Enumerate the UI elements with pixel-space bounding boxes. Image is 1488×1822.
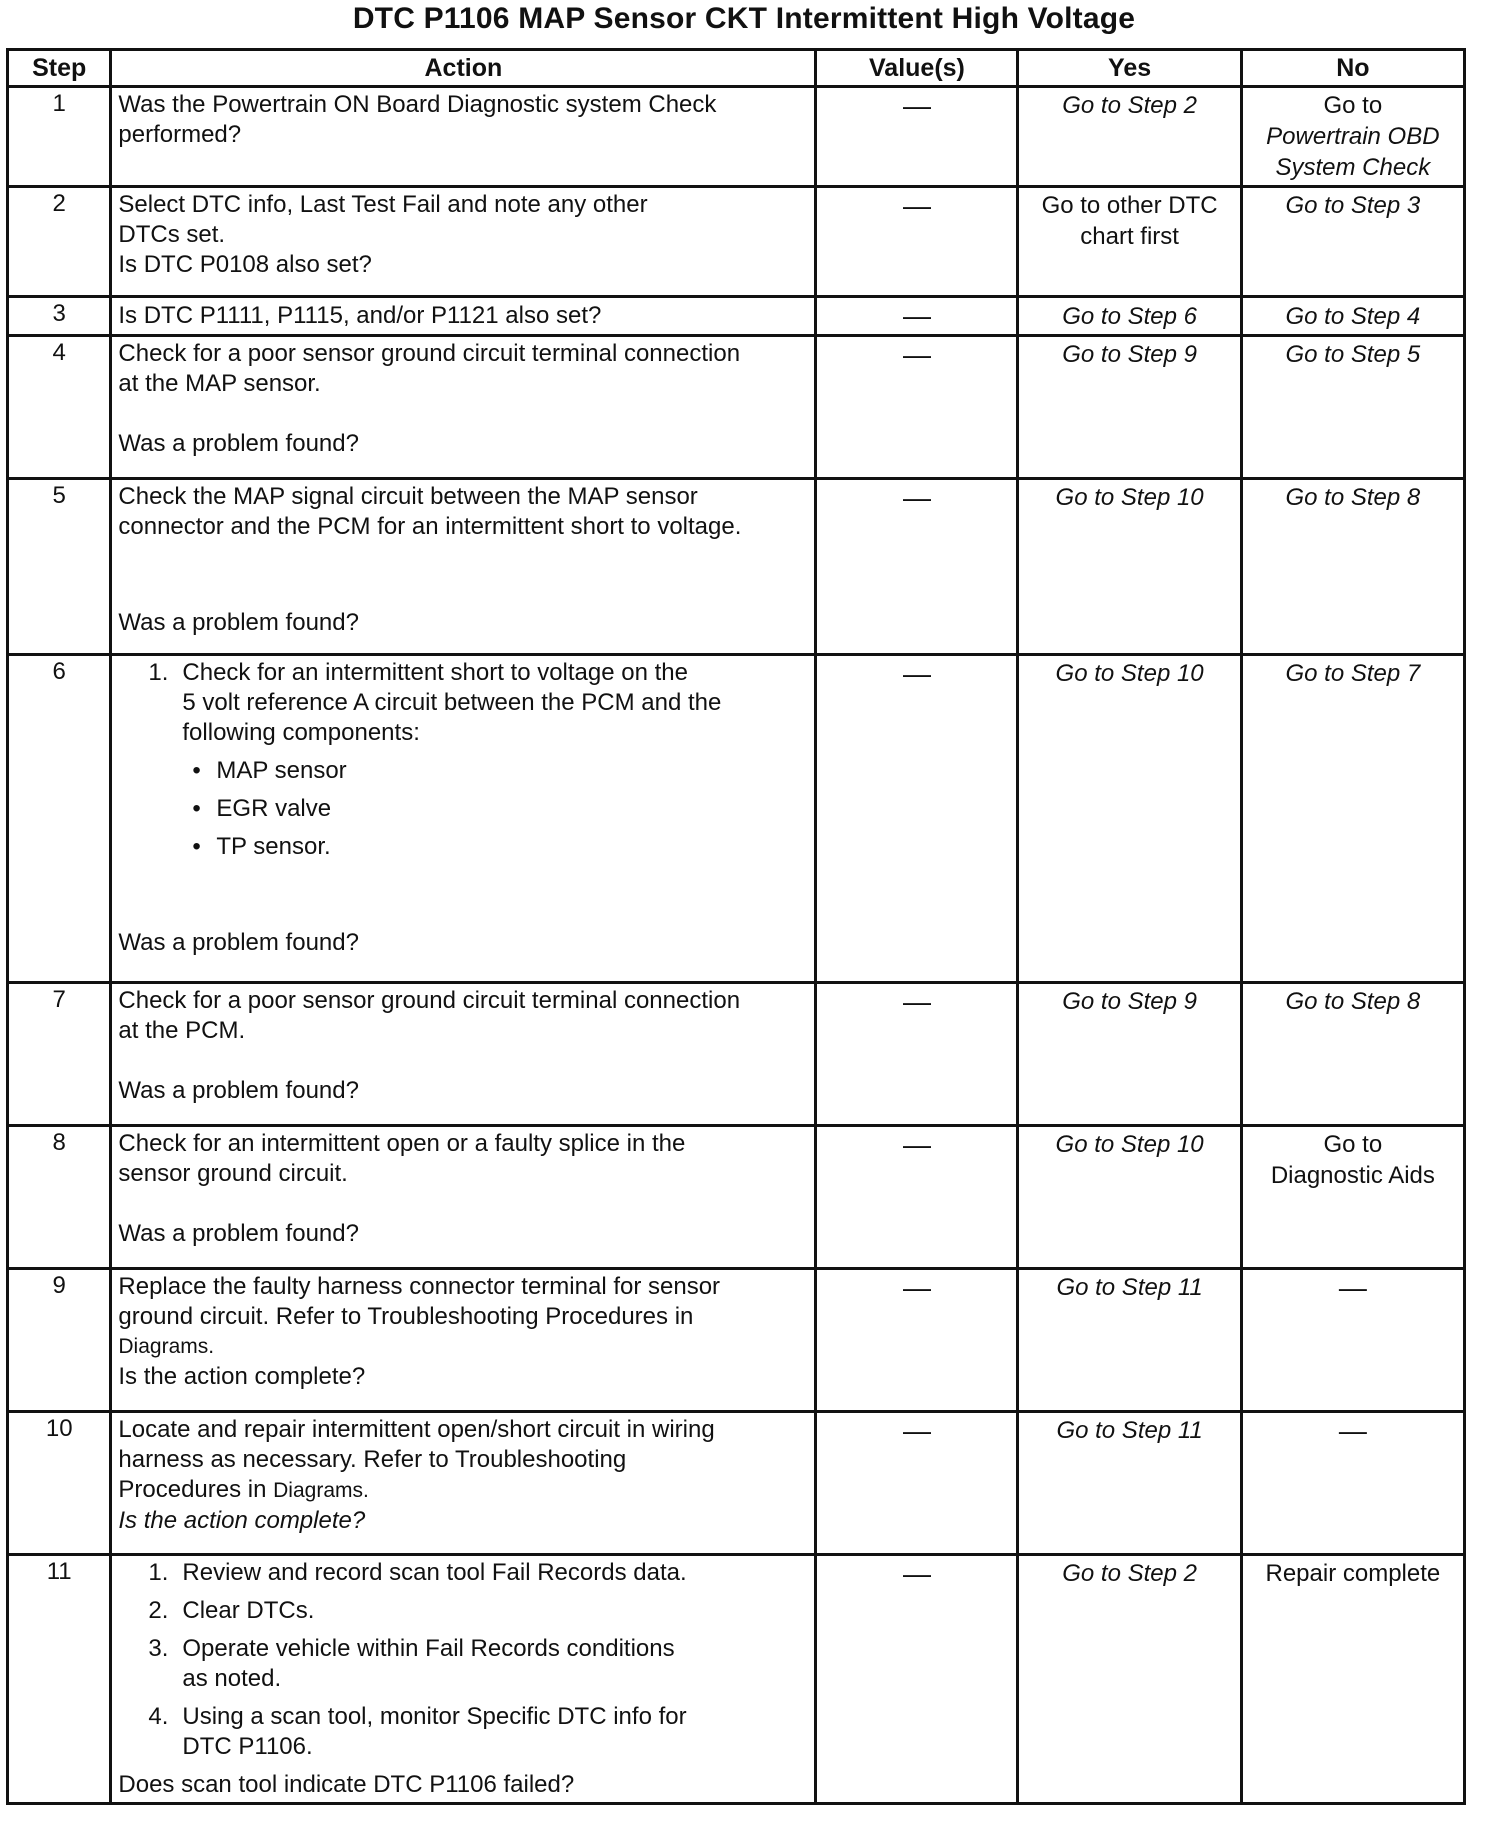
action-line: Is DTC P1111, P1115, and/or P1121 also set?	[118, 302, 602, 329]
yes-line: Go to Step 9	[1062, 341, 1197, 368]
action-line: Was the Powertrain ON Board Diagnostic system Check	[118, 91, 717, 118]
table-row	[8, 983, 1465, 1126]
no-cell	[1241, 187, 1464, 297]
value-cell: —	[816, 1555, 1018, 1804]
yes-line: Go to Step 10	[1055, 484, 1204, 511]
action-line: Diagrams.	[118, 1335, 215, 1358]
yes-cell	[1018, 1126, 1241, 1269]
action-cell	[111, 1269, 816, 1412]
step-number: 9	[8, 1269, 111, 1412]
action-question: Was a problem found?	[118, 929, 359, 956]
action-question: Is DTC P0108 also set?	[118, 251, 372, 278]
action-line: at the MAP sensor.	[118, 370, 321, 397]
action-line: at the PCM.	[118, 1017, 246, 1044]
yes-line: Go to Step 2	[1062, 1560, 1197, 1587]
header-value: Value(s)	[816, 50, 1018, 87]
action-line: sensor ground circuit.	[118, 1160, 348, 1187]
no-cell	[1241, 1269, 1464, 1412]
step-number: 10	[8, 1412, 111, 1555]
no-cell	[1241, 655, 1464, 983]
table-row	[8, 1555, 1465, 1804]
action-line: Check for an intermittent open or a faulty splice in the	[118, 1130, 686, 1157]
value-cell: —	[816, 87, 1018, 187]
no-line: —	[1338, 1415, 1367, 1446]
header-no: No	[1241, 50, 1464, 87]
action-question: Was a problem found?	[118, 430, 359, 457]
action-line: connector and the PCM for an intermittent short to voltage.	[118, 513, 742, 540]
table-row	[8, 479, 1465, 655]
no-cell	[1241, 1126, 1464, 1269]
value-cell: —	[816, 1126, 1018, 1269]
list-item: 2. Clear DTCs.	[148, 1597, 315, 1624]
action-line: Procedures in Diagrams.	[118, 1476, 369, 1503]
table-header-row	[8, 50, 1465, 87]
bullet-item: • EGR valve	[192, 795, 332, 822]
action-cell	[111, 297, 816, 336]
bullet-list	[118, 756, 808, 862]
list-item-line: following components:	[182, 719, 420, 746]
action-line: Check for a poor sensor ground circuit terminal connection	[118, 340, 741, 367]
no-line: Go to Step 3	[1285, 192, 1421, 219]
step-number: 4	[8, 336, 111, 479]
no-line: Powertrain OBD	[1266, 123, 1440, 150]
action-cell	[111, 1412, 816, 1555]
action-question: Is the action complete?	[118, 1363, 366, 1390]
yes-cell	[1018, 655, 1241, 983]
no-line: Go to Step 8	[1285, 484, 1421, 511]
step-number: 7	[8, 983, 111, 1126]
no-line: Go to	[1323, 92, 1383, 119]
value-cell: —	[816, 187, 1018, 297]
yes-line: chart first	[1080, 223, 1179, 250]
action-line: DTCs set.	[118, 221, 226, 248]
list-item: 4. Using a scan tool, monitor Specific DTC info for DTC P1106.	[148, 1703, 687, 1760]
action-line: Locate and repair intermittent open/short circuit in wiring	[118, 1416, 715, 1443]
step-number: 6	[8, 655, 111, 983]
header-action: Action	[111, 50, 816, 87]
action-line: Check for a poor sensor ground circuit terminal connection	[118, 987, 741, 1014]
action-cell	[111, 187, 816, 297]
no-cell	[1241, 479, 1464, 655]
action-cell	[111, 655, 816, 983]
yes-cell	[1018, 479, 1241, 655]
no-line: —	[1338, 1272, 1367, 1303]
yes-cell	[1018, 297, 1241, 336]
yes-cell	[1018, 187, 1241, 297]
step-number: 11	[8, 1555, 111, 1804]
no-line: Go to Step 8	[1285, 988, 1421, 1015]
list-item: 1. Review and record scan tool Fail Records data.	[148, 1559, 687, 1586]
yes-line: Go to Step 6	[1062, 302, 1197, 330]
no-cell	[1241, 87, 1464, 187]
no-line: Repair complete	[1265, 1560, 1441, 1587]
table-row	[8, 1126, 1465, 1269]
list-item-line: 5 volt reference A circuit between the PCM and the	[182, 689, 722, 716]
no-cell	[1241, 297, 1464, 336]
action-question: Is the action complete?	[118, 1507, 366, 1534]
list-item: 1. Check for an intermittent short to voltage on the 5 volt reference A circuit between the PCM and the following components:	[118, 658, 808, 748]
yes-line: Go to Step 9	[1062, 988, 1197, 1015]
header-step: Step	[8, 50, 111, 87]
action-cell	[111, 479, 816, 655]
table-row	[8, 87, 1465, 187]
step-number: 1	[8, 87, 111, 187]
action-line: harness as necessary. Refer to Troubleshooting	[118, 1446, 627, 1473]
action-question: Was a problem found?	[118, 1077, 359, 1104]
no-line: Go to Step 5	[1285, 341, 1421, 368]
numbered-list	[118, 1558, 808, 1762]
value-cell: —	[816, 1412, 1018, 1555]
bullet-item: • MAP sensor	[192, 757, 347, 784]
table-row	[8, 297, 1465, 336]
yes-cell	[1018, 1555, 1241, 1804]
action-question: Does scan tool indicate DTC P1106 failed?	[118, 1771, 575, 1798]
table-row	[8, 1412, 1465, 1555]
yes-cell	[1018, 87, 1241, 187]
step-number: 2	[8, 187, 111, 297]
yes-cell	[1018, 1412, 1241, 1555]
step-number: 5	[8, 479, 111, 655]
list-item-line: Check for an intermittent short to voltage on the	[182, 659, 688, 686]
action-line: Replace the faulty harness connector terminal for sensor	[118, 1273, 721, 1300]
yes-line: Go to Step 10	[1055, 660, 1204, 687]
yes-line: Go to Step 10	[1055, 1131, 1204, 1158]
action-question: Was a problem found?	[118, 609, 359, 636]
action-line: Select DTC info, Last Test Fail and note any other	[118, 191, 648, 218]
table-row	[8, 655, 1465, 983]
action-line: Check the MAP signal circuit between the MAP sensor	[118, 483, 698, 510]
action-line: ground circuit. Refer to Troubleshooting Procedures in	[118, 1303, 694, 1330]
yes-line: Go to Step 11	[1056, 1417, 1203, 1444]
action-question: Was a problem found?	[118, 1220, 359, 1247]
action-cell	[111, 1126, 816, 1269]
table-row	[8, 1269, 1465, 1412]
list-item: 3. Operate vehicle within Fail Records conditions as noted.	[148, 1635, 675, 1692]
action-cell	[111, 336, 816, 479]
diagnostic-table	[6, 48, 1466, 1805]
yes-cell	[1018, 336, 1241, 479]
yes-cell	[1018, 983, 1241, 1126]
value-cell: —	[816, 983, 1018, 1126]
numbered-list	[118, 658, 808, 748]
step-number: 8	[8, 1126, 111, 1269]
no-line: System Check	[1275, 154, 1431, 181]
no-cell	[1241, 1555, 1464, 1804]
table-row	[8, 336, 1465, 479]
header-yes: Yes	[1018, 50, 1241, 87]
action-cell	[111, 87, 816, 187]
value-cell: —	[816, 655, 1018, 983]
no-line: Go to Step 4	[1285, 302, 1421, 330]
no-cell	[1241, 1412, 1464, 1555]
no-line: Go to Step 7	[1285, 660, 1421, 687]
no-line: Diagnostic Aids	[1270, 1162, 1435, 1189]
step-number: 3	[8, 297, 111, 336]
table-row	[8, 187, 1465, 297]
action-cell	[111, 983, 816, 1126]
value-cell: —	[816, 1269, 1018, 1412]
value-cell: —	[816, 336, 1018, 479]
action-line: performed?	[118, 121, 242, 148]
action-cell	[111, 1555, 816, 1804]
yes-cell	[1018, 1269, 1241, 1412]
value-cell: —	[816, 297, 1018, 336]
yes-line: Go to Step 2	[1062, 92, 1197, 119]
yes-line: Go to Step 11	[1056, 1274, 1203, 1301]
no-cell	[1241, 983, 1464, 1126]
value-cell: —	[816, 479, 1018, 655]
yes-line: Go to other DTC	[1041, 192, 1218, 219]
page-title: DTC P1106 MAP Sensor CKT Intermittent High Voltage	[352, 2, 1136, 35]
no-cell	[1241, 336, 1464, 479]
bullet-item: • TP sensor.	[192, 833, 331, 860]
no-line: Go to	[1323, 1131, 1383, 1158]
